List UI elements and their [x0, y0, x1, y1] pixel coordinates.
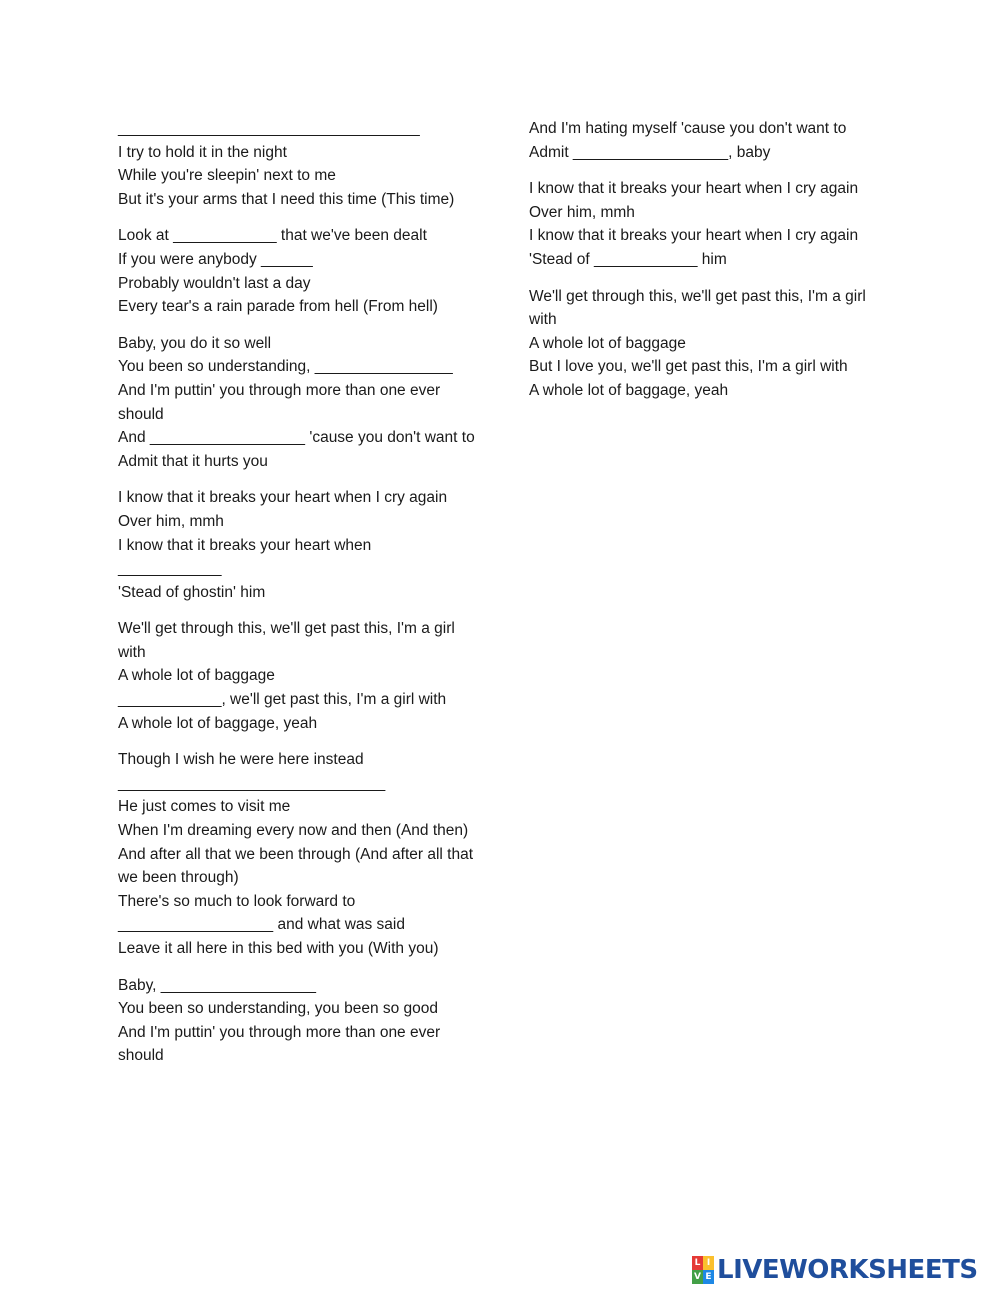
lyric-line: I know that it breaks your heart when I cry again [529, 180, 859, 198]
lyric-line: ____________, we'll get past this, I'm a girl with [118, 691, 447, 709]
lyric-line: Leave it all here in this bed with you (With you) [118, 940, 439, 957]
lyric-line: And after all that we been through (And after all that we been through) [118, 845, 478, 887]
lyric-line: But I love you, we'll get past this, I'm a girl with [529, 358, 848, 376]
logo-mark-letter: V [692, 1270, 703, 1284]
lyrics-stanza [118, 224, 478, 318]
lyric-line: Admit __________________, baby [529, 143, 771, 161]
lyrics-right-column [529, 117, 889, 416]
lyric-line: Admit that it hurts you [118, 452, 268, 470]
lyric-line: Probably wouldn't last a day [118, 274, 311, 292]
lyric-line: And __________________ 'cause you don't want to [118, 429, 475, 447]
lyric-line: Over him, mmh [529, 203, 635, 221]
lyric-line: And I'm puttin' you through more than one ever should [118, 381, 445, 423]
lyric-line: 'Stead of ghostin' him [118, 583, 266, 601]
lyric-line: __________________ and what was said [118, 916, 405, 934]
lyrics-stanza [118, 748, 478, 960]
lyrics-stanza [118, 486, 478, 604]
lyric-line: You been so understanding, ________________ [118, 358, 453, 376]
lyric-line: He just comes to visit me [118, 798, 291, 816]
lyric-line: While you're sleepin' next to me [118, 167, 336, 185]
liveworksheets-logo[interactable] [692, 1253, 978, 1287]
lyrics-left-column [118, 117, 478, 1081]
logo-mark-letter: I [703, 1256, 714, 1270]
lyric-line: Over him, mmh [118, 512, 224, 530]
lyric-line: Baby, you do it so well [118, 334, 272, 352]
lyrics-stanza [529, 117, 889, 164]
lyrics-stanza [118, 617, 478, 735]
lyric-line: There's so much to look forward to [118, 892, 356, 910]
lyric-line: A whole lot of baggage, yeah [118, 714, 318, 732]
lyric-line: You been so understanding, you been so good [118, 1000, 439, 1018]
lyric-line: Every tear's a rain parade from hell (From hell) [118, 298, 438, 316]
lyric-line: But it's your arms that I need this time (This time) [118, 190, 455, 208]
lyric-line: A whole lot of baggage, yeah [529, 381, 729, 399]
logo-mark-letter: E [703, 1270, 714, 1284]
lyric-line: A whole lot of baggage [118, 667, 275, 685]
lyric-line: Look at ____________ that we've been dealt [118, 227, 427, 245]
lyric-line: And I'm puttin' you through more than one ever should [118, 1023, 445, 1065]
lyric-line: _______________________________ [118, 774, 386, 792]
logo-mark-letter: L [692, 1256, 703, 1270]
lyric-line: Baby, __________________ [118, 976, 316, 994]
lyric-line: ____________ [118, 560, 222, 578]
lyric-line: If you were anybody ______ [118, 250, 313, 268]
lyric-line: I know that it breaks your heart when I cry again [118, 489, 448, 507]
lyrics-stanza [118, 974, 478, 1068]
lyric-line: We'll get through this, we'll get past this, I'm a girl with [118, 620, 460, 661]
lyric-line: And I'm hating myself 'cause you don't want to [529, 120, 847, 137]
lyric-line: When I'm dreaming every now and then (And then) [118, 822, 469, 840]
lyric-line: A whole lot of baggage [529, 334, 686, 352]
lyrics-stanza [118, 332, 478, 474]
lyric-line: Though I wish he were here instead [118, 751, 364, 769]
logo-text: LIVEWORKSHEETS [717, 1255, 978, 1285]
lyrics-stanza [118, 117, 478, 211]
lyrics-stanza [529, 177, 889, 271]
logo-mark-icon [692, 1256, 714, 1284]
lyric-line: I try to hold it in the night [118, 143, 287, 161]
lyric-line: I know that it breaks your heart when [118, 536, 372, 554]
lyrics-stanza [529, 285, 889, 403]
lyric-line: 'Stead of ____________ him [529, 250, 727, 268]
lyric-line: ___________________________________ [118, 120, 420, 137]
lyric-line: I know that it breaks your heart when I cry again [529, 227, 859, 245]
lyric-line: We'll get through this, we'll get past this, I'm a girl with [529, 287, 871, 329]
